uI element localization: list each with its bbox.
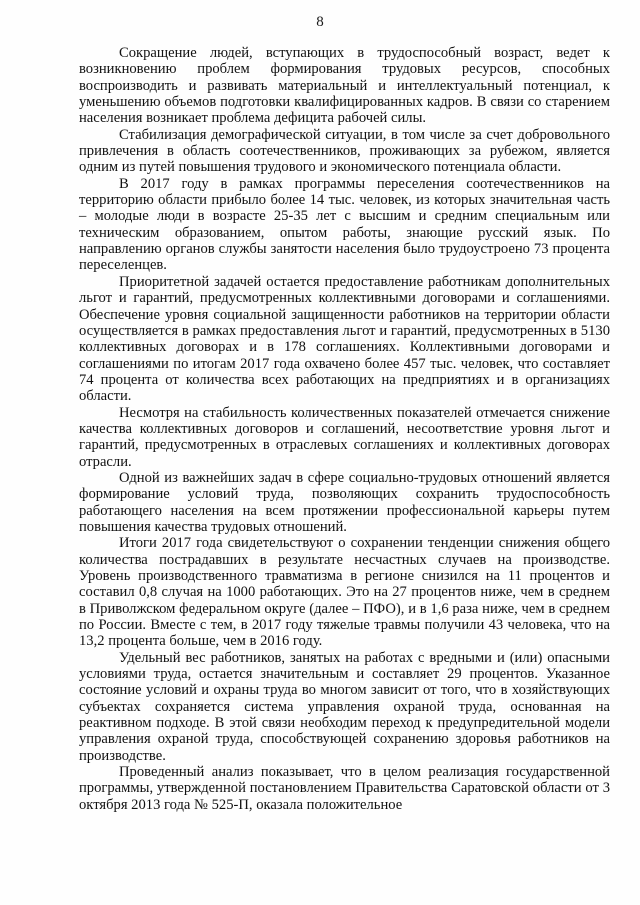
paragraph-injury-statistics: Итоги 2017 года свидетельствуют о сохранении тенденции снижения общего количества пострадавших в результате несчастных случаев на производстве. Уровень производственного травматизма в регионе снизился на 11 процентов и составил 0,8 случая на 1000 работающих. Это на 27 процентов ниже, чем в среднем в Приволжском федеральном округе (далее – ПФО), и в 1,6 раза ниже, чем в среднем по России. Вместе с тем, в 2017 году тяжелые травмы получили 43 человека, что на 13,2 процента больше, чем в 2016 году. — [79, 535, 610, 650]
paragraph-demographic-stabilization: Стабилизация демографической ситуации, в том числе за счет добровольного привлечения в область соотечественников, проживающих за рубежом, является одним из путей повышения трудового и экономического потенциала области. — [79, 126, 610, 176]
paragraph-collective-agreements: Приоритетной задачей остается предоставление работникам дополнительных льгот и гарантий, предусмотренных коллективными договорами и соглашениями. Обеспечение уровня социальной защищенности работников на территории области осуществляется в рамках предоставления льгот и гарантий, предусмотренных в 5130 коллективных договорах и в 178 соглашениях. Коллективными договорами и соглашениями по итогам 2017 года охвачено более 457 тыс. человек, что составляет 74 процента от количества всех работающих на предприятиях и в организациях области. — [79, 273, 610, 405]
paragraph-labor-conditions: Одной из важнейших задач в сфере социально-трудовых отношений является формирование условий труда, позволяющих сохранить трудоспособность работающего населения на всем протяжении профессиональной карьеры путем повышения качества трудовых отношений. — [79, 469, 610, 535]
paragraph-workforce-decline: Сокращение людей, вступающих в трудоспособный возраст, ведет к возникновению проблем формирования трудовых ресурсов, способных воспроизводить и развивать материальный и интеллектуальный потенциал, к уменьшению объемов подготовки квалифицированных кадров. В связи со старением населения возникает проблема дефицита рабочей силы. — [79, 45, 610, 127]
paragraph-hazardous-conditions: Удельный вес работников, занятых на работах с вредными и (или) опасными условиями труда, остается значительным и составляет 29 процентов. Указанное состояние условий и охраны труда во многом зависит от того, что в хозяйствующих субъектах сохраняется система управления охраной труда, основанная на реактивном подходе. В этой связи необходим переход к предупредительной модели управления охраной труда, способствующей сохранению здоровья работников на производстве. — [79, 649, 610, 764]
page-number: 8 — [316, 14, 324, 30]
paragraph-program-analysis: Проведенный анализ показывает, что в целом реализация государственной программы, утвержденной постановлением Правительства Саратовской области от 3 октября 2013 года № 525-П, оказала положительное — [79, 764, 610, 813]
document-body — [79, 45, 610, 813]
paragraph-agreement-quality: Несмотря на стабильность количественных показателей отмечается снижение качества коллективных договоров и соглашений, несоответствие уровня льгот и гарантий, предусмотренных в отраслевых соглашениях и коллективных договорах отрасли. — [79, 404, 610, 470]
paragraph-resettlement-program: В 2017 году в рамках программы переселения соотечественников на территорию области прибыло более 14 тыс. человек, из которых значительная часть – молодые люди в возрасте 25-35 лет с высшим и средним специальным или техническим образованием, опытом работы, знающие русский язык. По направлению органов службы занятости населения было трудоустроено 73 процента переселенцев. — [79, 175, 610, 274]
